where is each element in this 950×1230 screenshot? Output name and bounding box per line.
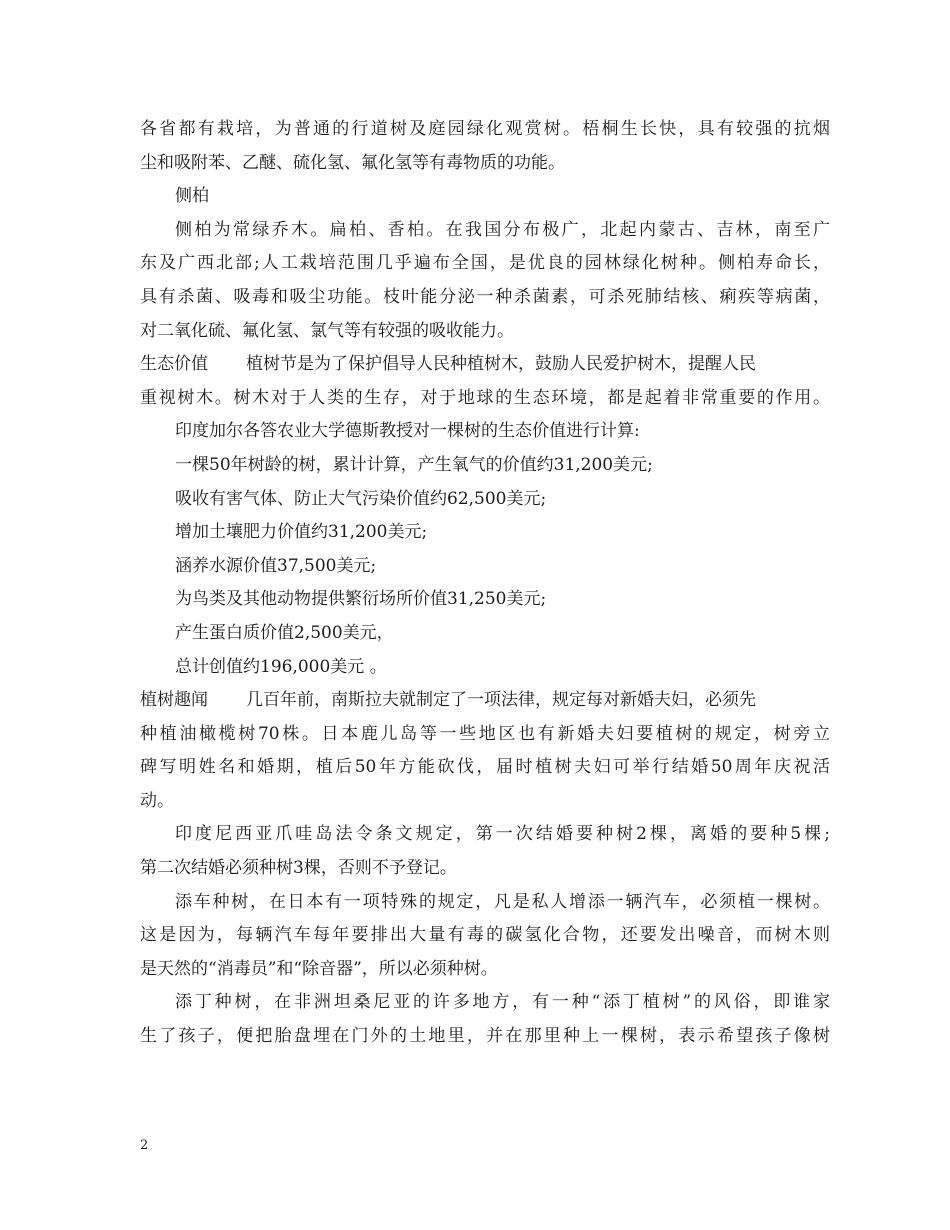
text-line: 动。 xyxy=(140,790,174,811)
text-line: 尘和吸附苯、乙醚、硫化氢、氟化氢等有毒物质的功能。 xyxy=(140,152,565,173)
value-item: 涵养水源价值37,500美元; xyxy=(175,555,377,576)
text-line: 具有杀菌、吸毒和吸尘功能。枝叶能分泌一种杀菌素，可杀死肺结核、痢疾等病菌， xyxy=(140,286,830,307)
section-heading-ecological-value: 生态价值 xyxy=(140,354,208,375)
section-heading-cebai: 侧柏 xyxy=(175,186,209,207)
text-line: 这是因为，每辆汽车每年要排出大量有毒的碳氢化合物，还要发出噪音，而树木则 xyxy=(140,925,830,946)
value-item: 产生蛋白质价值2,500美元， xyxy=(175,622,394,643)
heading-line-text: 几百年前，南斯拉夫就制定了一项法律，规定每对新婚夫妇，必须先 xyxy=(246,690,756,711)
text-line: 添丁种树，在非洲坦桑尼亚的许多地方，有一种“添丁植树”的风俗，即谁家 xyxy=(175,992,830,1013)
text-line: 碑写明姓名和婚期，植后50年方能砍伐，届时植树夫妇可举行结婚50周年庆祝活 xyxy=(140,757,830,778)
text-line: 生了孩子，便把胎盘埋在门外的土地里，并在那里种上一棵树，表示希望孩子像树 xyxy=(140,1026,830,1047)
text-line: 第二次结婚必须种树3棵，否则不予登记。 xyxy=(140,858,457,879)
heading-line-text: 植树节是为了保护倡导人民种植树木，鼓励人民爱护树木，提醒人民 xyxy=(246,354,756,375)
text-line: 对二氧化硫、氟化氢、氯气等有较强的吸收能力。 xyxy=(140,320,514,341)
text-line: 印度尼西亚爪哇岛法令条文规定，第一次结婚要种树2棵，离婚的要种5棵; xyxy=(175,824,830,845)
value-item: 为鸟类及其他动物提供繁衍场所价值31,250美元; xyxy=(175,589,547,610)
text-line: 各省都有栽培，为普通的行道树及庭园绿化观赏树。梧桐生长快，具有较强的抗烟 xyxy=(140,119,830,139)
value-item: 一棵50年树龄的树，累计计算，产生氧气的价值约31,200美元; xyxy=(175,454,653,475)
value-item: 吸收有害气体、防止大气污染价值约62,500美元; xyxy=(175,488,547,509)
text-line: 侧柏为常绿乔木。扁柏、香柏。在我国分布极广，北起内蒙古、吉林，南至广 xyxy=(175,219,830,240)
page-number: 2 xyxy=(140,1138,149,1153)
text-line: 印度加尔各答农业大学德斯教授对一棵树的生态价值进行计算: xyxy=(175,421,640,442)
value-total: 总计创值约196,000美元 。 xyxy=(175,656,387,677)
document-body xyxy=(140,113,830,1054)
section-heading-planting-anecdotes: 植树趣闻 xyxy=(140,690,208,711)
text-line: 重视树木。树木对于人类的生存，对于地球的生态环境，都是起着非常重要的作用。 xyxy=(140,387,830,408)
text-line: 是天然的“消毒员”和“除音器”，所以必须种树。 xyxy=(140,958,498,979)
text-line: 东及广西北部;人工栽培范围几乎遍布全国，是优良的园林绿化树种。侧柏寿命长， xyxy=(140,253,830,274)
text-line: 添车种树，在日本有一项特殊的规定，凡是私人增添一辆汽车，必须植一棵树。 xyxy=(175,891,830,912)
text-line-with-heading xyxy=(140,684,830,718)
text-line: 种植油橄榄树70株。日本鹿儿岛等一些地区也有新婚夫妇要植树的规定，树旁立 xyxy=(140,723,830,744)
value-item: 增加土壤肥力价值约31,200美元; xyxy=(175,522,428,543)
text-line-with-heading xyxy=(140,348,830,382)
